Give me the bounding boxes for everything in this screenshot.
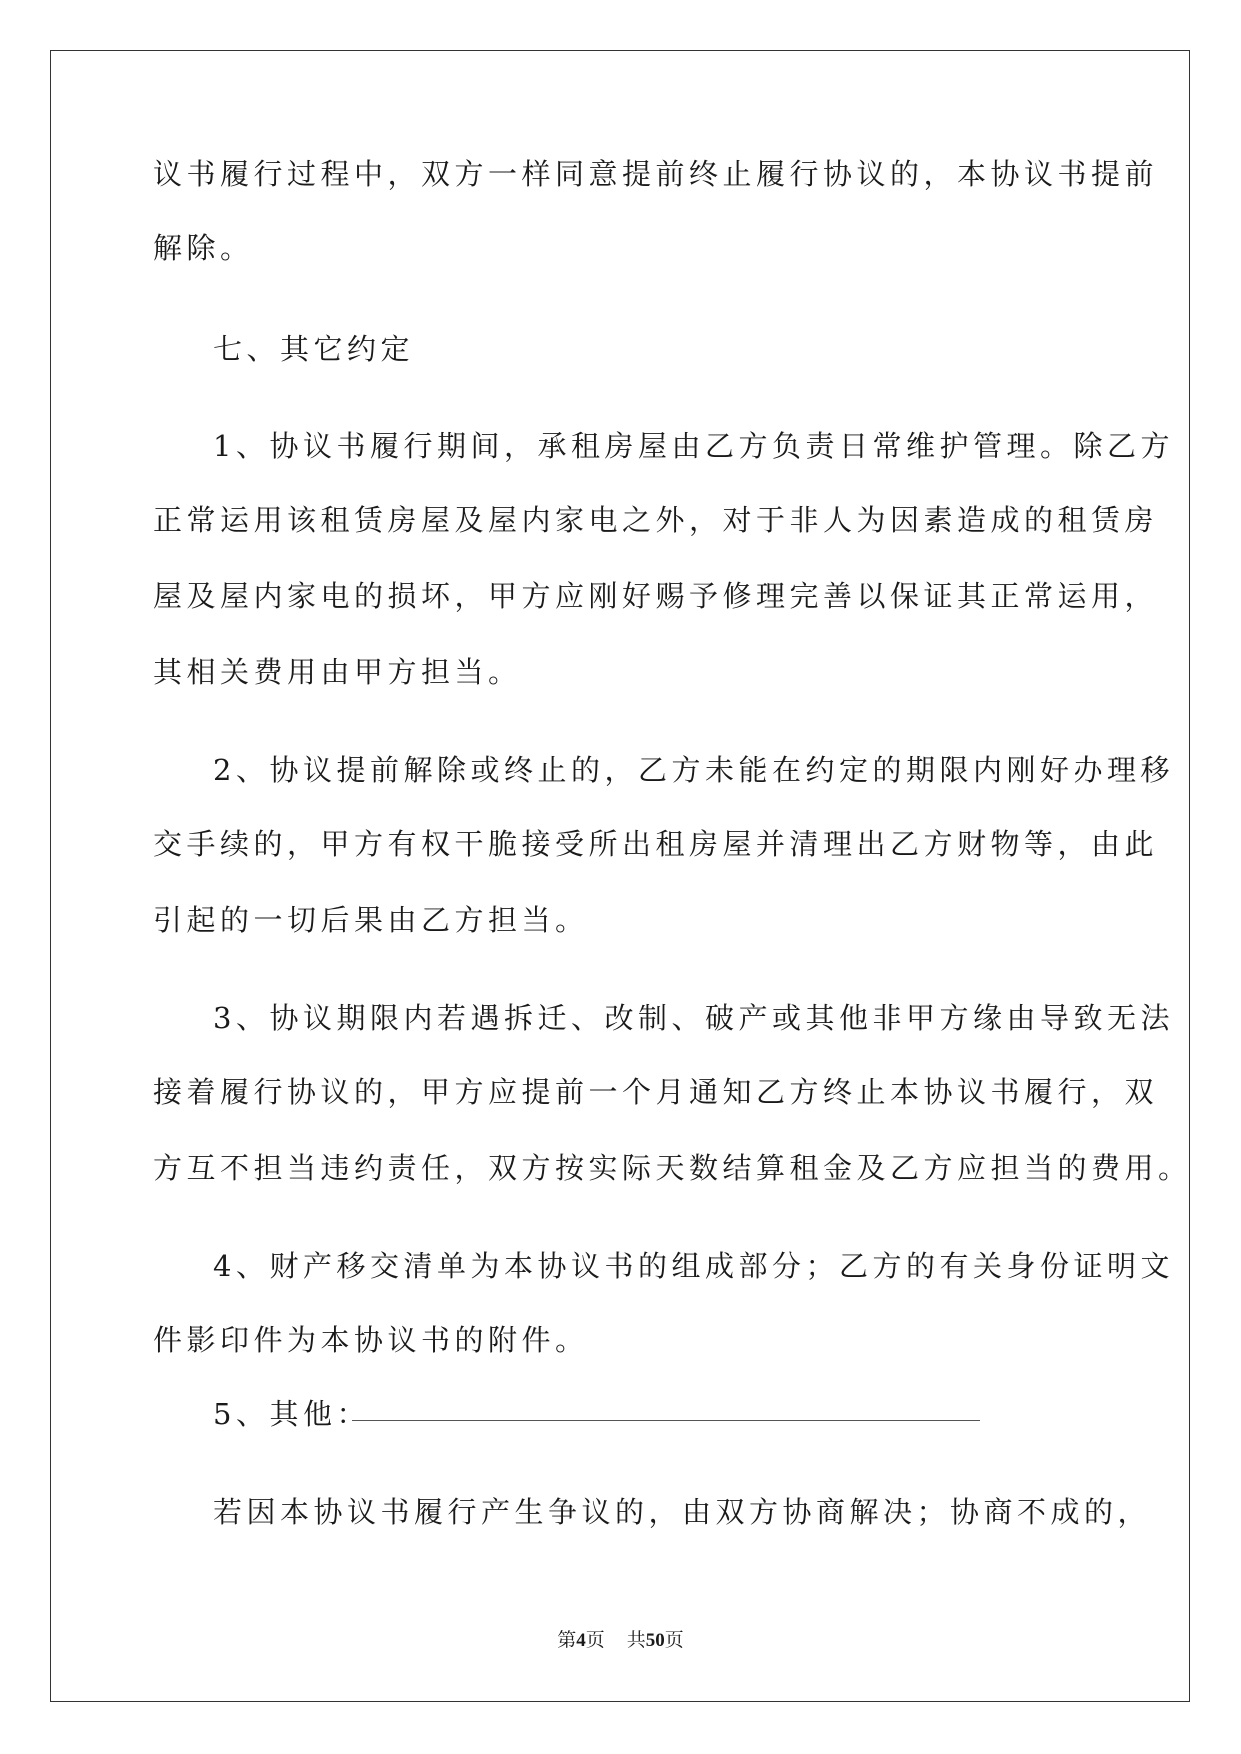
- footer-total-prefix: 共: [626, 1629, 646, 1651]
- footer-page-suffix: 页: [585, 1629, 605, 1651]
- clause-2-line-2: 交手续的，甲方有权干脆接受所出租房屋并清理出乙方财物等，由此: [153, 827, 1159, 861]
- dispute-resolution-line: 若因本协议书履行产生争议的，由双方协商解决；协商不成的，: [213, 1495, 1152, 1529]
- clause-3-line-2: 接着履行协议的，甲方应提前一个月通知乙方终止本协议书履行，双: [153, 1075, 1159, 1109]
- page-border: [50, 50, 1190, 1702]
- clause-2-line-3: 引起的一切后果由乙方担当。: [153, 903, 589, 937]
- clause-5-fill-in-blank: [352, 1420, 980, 1421]
- clause-1-line-1: 1、协议书履行期间，承租房屋由乙方负责日常维护管理。除乙方: [213, 429, 1174, 463]
- clause-5-label: 5、其他：: [213, 1397, 370, 1431]
- footer-page-number: 4: [576, 1630, 586, 1651]
- clause-1-line-3: 屋及屋内家电的损坏，甲方应刚好赐予修理完善以保证其正常运用，: [153, 579, 1159, 613]
- clause-4-line-1: 4、财产移交清单为本协议书的组成部分；乙方的有关身份证明文: [213, 1249, 1174, 1283]
- body-line-1: 议书履行过程中，双方一样同意提前终止履行协议的，本协议书提前: [153, 157, 1159, 191]
- clause-4-line-2: 件影印件为本协议书的附件。: [153, 1323, 589, 1357]
- clause-1-line-2: 正常运用该租赁房屋及屋内家电之外，对于非人为因素造成的租赁房: [153, 503, 1159, 537]
- clause-3-line-3: 方互不担当违约责任，双方按实际天数结算租金及乙方应担当的费用。: [153, 1151, 1192, 1185]
- clause-2-line-1: 2、协议提前解除或终止的，乙方未能在约定的期限内刚好办理移: [213, 753, 1174, 787]
- section-heading-other-agreements: 七、其它约定: [213, 332, 415, 366]
- page-footer: [0, 1628, 1241, 1653]
- footer-total-suffix: 页: [664, 1629, 684, 1651]
- body-line-2: 解除。: [153, 231, 254, 265]
- clause-3-line-1: 3、协议期限内若遇拆迁、改制、破产或其他非甲方缘由导致无法: [213, 1001, 1174, 1035]
- footer-total-pages: 50: [645, 1630, 665, 1651]
- clause-1-line-4: 其相关费用由甲方担当。: [153, 655, 522, 689]
- footer-page-prefix: 第: [557, 1629, 577, 1651]
